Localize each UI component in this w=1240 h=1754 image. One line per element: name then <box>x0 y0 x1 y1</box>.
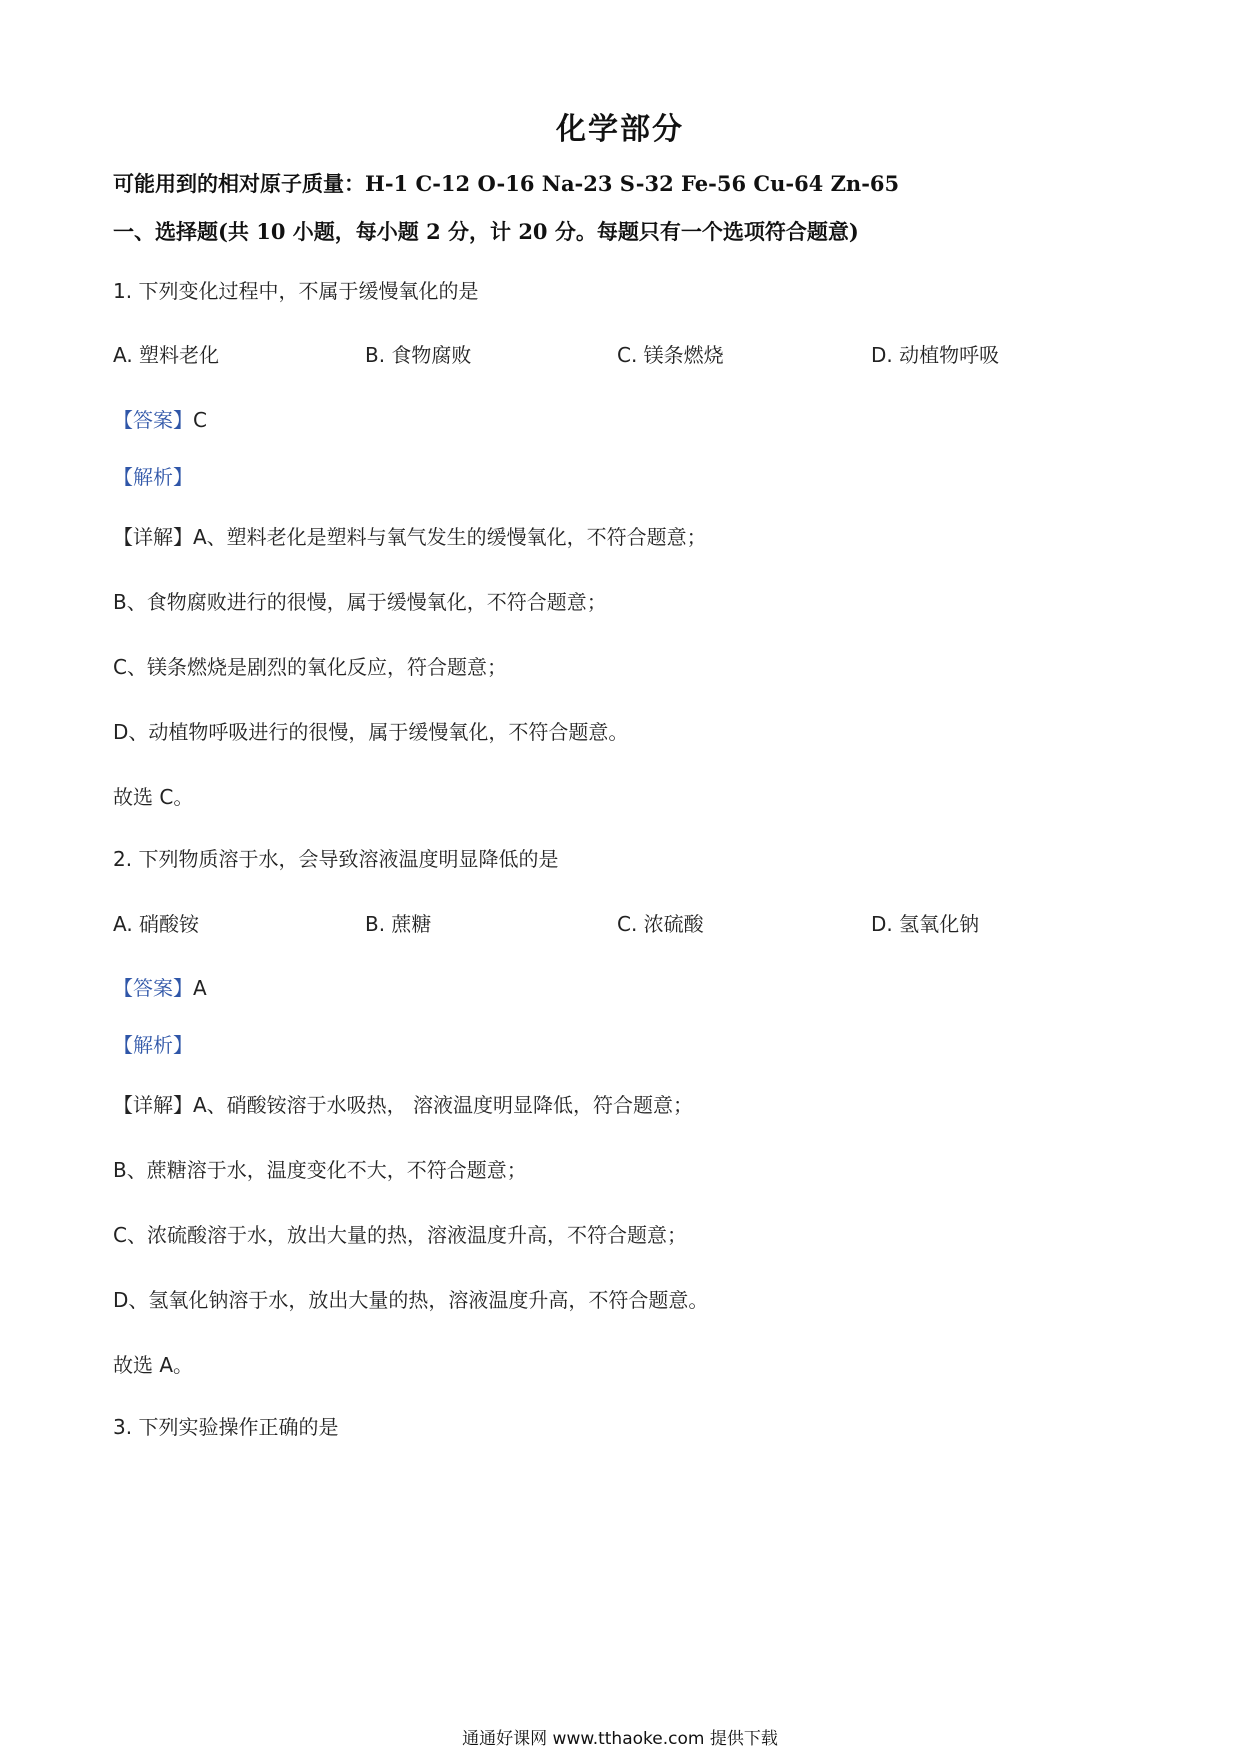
q2-option-a: A. 硝酸铵 <box>113 912 200 936</box>
detail-text: A、塑料老化是塑料与氧气发生的缓慢氧化，不符合题意； <box>193 525 707 549</box>
q2-detail-line-3: C、浓硫酸溶于水，放出大量的热，溶液温度升高，不符合题意； <box>113 1223 687 1247</box>
answer-value: A <box>193 976 207 1000</box>
q2-detail-line-4: D、氢氧化钠溶于水，放出大量的热，溶液温度升高，不符合题意。 <box>113 1288 709 1312</box>
q1-analysis-label: 【解析】 <box>113 465 193 489</box>
q1-answer <box>113 404 207 433</box>
atomic-masses: 可能用到的相对原子质量：H-1 C-12 O-16 Na-23 S-32 Fe-56 Cu-64 Zn-65 <box>113 171 900 196</box>
q2-analysis-label: 【解析】 <box>113 1033 193 1057</box>
q2-option-c: C. 浓硫酸 <box>617 912 704 936</box>
answer-label: 【答案】 <box>113 408 193 432</box>
q2-option-d: D. 氢氧化钠 <box>871 912 980 936</box>
q2-conclusion: 故选 A。 <box>113 1353 194 1377</box>
answer-label: 【答案】 <box>113 976 193 1000</box>
q1-option-a: A. 塑料老化 <box>113 343 220 367</box>
q1-option-d: D. 动植物呼吸 <box>871 343 1000 367</box>
answer-value: C <box>193 408 207 432</box>
footer-source: 通通好课网 www.tthaoke.com 提供下载 <box>462 1729 778 1749</box>
question-2-stem: 2. 下列物质溶于水，会导致溶液温度明显降低的是 <box>113 847 559 871</box>
q1-detail-line-4: D、动植物呼吸进行的很慢，属于缓慢氧化，不符合题意。 <box>113 720 629 744</box>
detail-text: A、硝酸铵溶于水吸热， 溶液温度明显降低，符合题意； <box>193 1093 694 1117</box>
q1-option-c: C. 镁条燃烧 <box>617 343 724 367</box>
section-header: 一、选择题(共 10 小题，每小题 2 分，计 20 分。每题只有一个选项符合题意) <box>113 219 859 244</box>
q2-answer <box>113 972 207 1001</box>
q1-detail-line-3: C、镁条燃烧是剧烈的氧化反应，符合题意； <box>113 655 507 679</box>
question-3-stem: 3. 下列实验操作正确的是 <box>113 1415 339 1439</box>
page-title: 化学部分 <box>556 112 684 147</box>
q2-detail-line-1 <box>113 1089 693 1118</box>
q1-conclusion: 故选 C。 <box>113 785 194 809</box>
detail-label: 【详解】 <box>113 525 193 549</box>
question-1-stem: 1. 下列变化过程中，不属于缓慢氧化的是 <box>113 279 479 303</box>
detail-label: 【详解】 <box>113 1093 193 1117</box>
q1-detail-line-1 <box>113 521 707 550</box>
q1-detail-line-2: B、食物腐败进行的很慢，属于缓慢氧化，不符合题意； <box>113 590 607 614</box>
q2-option-b: B. 蔗糖 <box>365 912 432 936</box>
q2-detail-line-2: B、蔗糖溶于水，温度变化不大，不符合题意； <box>113 1158 527 1182</box>
q1-option-b: B. 食物腐败 <box>365 343 472 367</box>
